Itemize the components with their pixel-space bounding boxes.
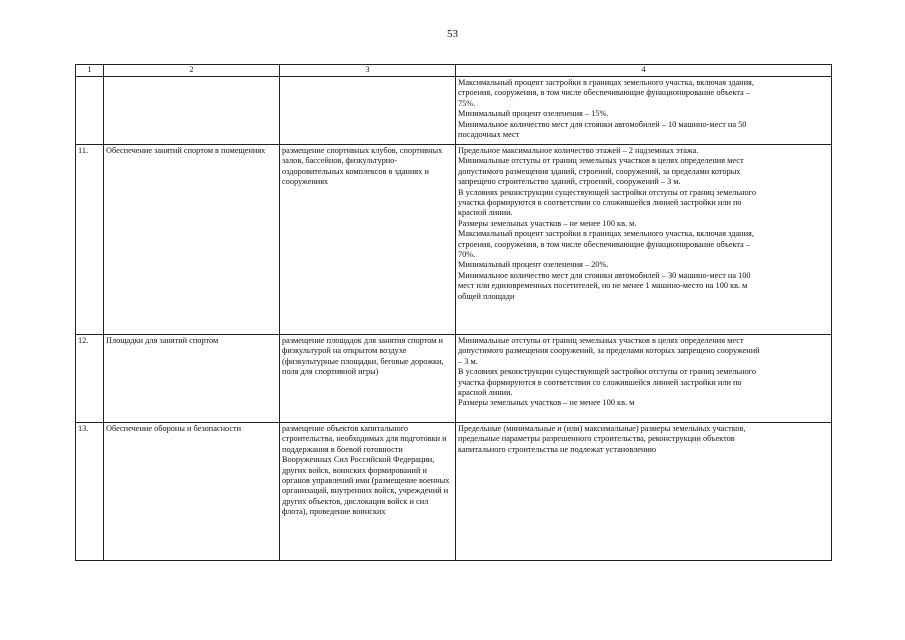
use-type-description: размещение площадок для занятия спортом и физкультурой на открытом воздухе (физкультурные площадки, беговые дорожки, поля для спортивной игры) xyxy=(280,335,456,423)
use-type-name: Площадки для занятий спортом xyxy=(104,335,280,423)
use-type-description xyxy=(280,77,456,145)
parameter-line: Предельное максимальное количество этажей – 2 надземных этажа. xyxy=(458,146,699,155)
table-row xyxy=(76,335,832,423)
use-type-description: размещение объектов капитального строительства, необходимых для подготовки и поддержания в боевой готовности Вооруженных Сил Российской Федерации, других войск, воинских формирований и органов управлений ими (размещение военных организаций, внутренних войск, учреждений и других объектов, дислокация войск и сил флота), проведение воинских xyxy=(280,423,456,561)
parameters-cell xyxy=(456,145,832,335)
parameter-line: Максимальный процент застройки в границах земельного участка, включая здания, xyxy=(458,78,754,87)
table-row xyxy=(76,145,832,335)
parameter-line: участка формируются в соответствии со сложившейся линией застройки или по xyxy=(458,198,742,208)
use-type-name xyxy=(104,77,280,145)
parameter-line: Предельные (минимальные и (или) максимальные) размеры земельных участков, xyxy=(458,424,746,433)
column-header-2: 2 xyxy=(104,65,280,77)
row-number: 12. xyxy=(76,335,104,423)
parameter-line: Минимальный процент озеленения – 15%. xyxy=(458,109,609,119)
parameter-line: капитального строительства не подлежат установлению xyxy=(458,444,657,454)
parameter-line: мест или единовременных посетителей, но не менее 1 машино-место на 100 кв. м xyxy=(458,281,748,291)
parameters-cell xyxy=(456,423,832,561)
parameter-line: Минимальные отступы от границ земельных участков в целях определения мест xyxy=(458,156,744,166)
parameter-line: предельные параметры разрешенного строительства, реконструкции объектов xyxy=(458,434,735,444)
parameter-line: запрещено строительство зданий, строений, сооружений – 3 м. xyxy=(458,177,681,187)
use-type-description: размещение спортивных клубов, спортивных залов, бассейнов, физкультурно-оздоровительных комплексов в зданиях и сооружениях xyxy=(280,145,456,335)
parameter-line: красной линии. xyxy=(458,208,513,218)
parameter-line: красной линии. xyxy=(458,388,513,398)
regulations-table xyxy=(75,64,832,561)
table-row xyxy=(76,423,832,561)
table-header-row xyxy=(76,65,832,77)
parameter-line: Размеры земельных участков – не менее 100 кв. м xyxy=(458,398,635,408)
parameter-line: 70%. xyxy=(458,250,476,260)
parameter-line: Размеры земельных участков – не менее 100 кв. м. xyxy=(458,218,637,228)
parameter-line: строения, сооружения, в том числе обеспечивающие функционирование объекта – xyxy=(458,88,751,98)
parameter-line: допустимого размещения зданий, строений, сооружений, за пределами которых xyxy=(458,166,741,176)
table-row xyxy=(76,77,832,145)
parameter-line: 75%. xyxy=(458,98,476,108)
parameters-cell xyxy=(456,77,832,145)
parameter-line: Минимальный процент озеленения – 20%. xyxy=(458,260,609,270)
use-type-name: Обеспечение занятий спортом в помещениях xyxy=(104,145,280,335)
parameter-line: В условиях реконструкции существующей застройки отступы от границ земельного xyxy=(458,367,757,377)
page-number: 53 xyxy=(447,28,458,40)
parameter-line: посадочных мест xyxy=(458,130,520,140)
parameter-line: В условиях реконструкции существующей застройки отступы от границ земельного xyxy=(458,187,757,197)
parameter-line: Максимальный процент застройки в границах земельного участка, включая здания, xyxy=(458,229,754,239)
parameter-line: общей площади xyxy=(458,291,515,301)
parameter-line: – 3 м. xyxy=(458,356,478,366)
row-number: 13. xyxy=(76,423,104,561)
column-header-1: 1 xyxy=(76,65,104,77)
parameter-line: Минимальное количество мест для стоянки автомобилей – 10 машино-мест на 50 xyxy=(458,119,747,129)
parameter-line: Минимальное количество мест для стоянки автомобилей – 30 машино-мест на 100 xyxy=(458,270,751,280)
row-number: 11. xyxy=(76,145,104,335)
parameter-line: Минимальные отступы от границ земельных участков в целях определения мест xyxy=(458,336,744,345)
parameter-line: строения, сооружения, в том числе обеспечивающие функционирование объекта – xyxy=(458,239,751,249)
column-header-4: 4 xyxy=(456,65,832,77)
row-number xyxy=(76,77,104,145)
use-type-name: Обеспечение обороны и безопасности xyxy=(104,423,280,561)
parameter-line: участка формируются в соответствии со сложившейся линией застройки или по xyxy=(458,377,742,387)
parameters-cell xyxy=(456,335,832,423)
column-header-3: 3 xyxy=(280,65,456,77)
parameter-line: допустимого размещения сооружений, за пределами которых запрещено сооружений xyxy=(458,346,760,356)
